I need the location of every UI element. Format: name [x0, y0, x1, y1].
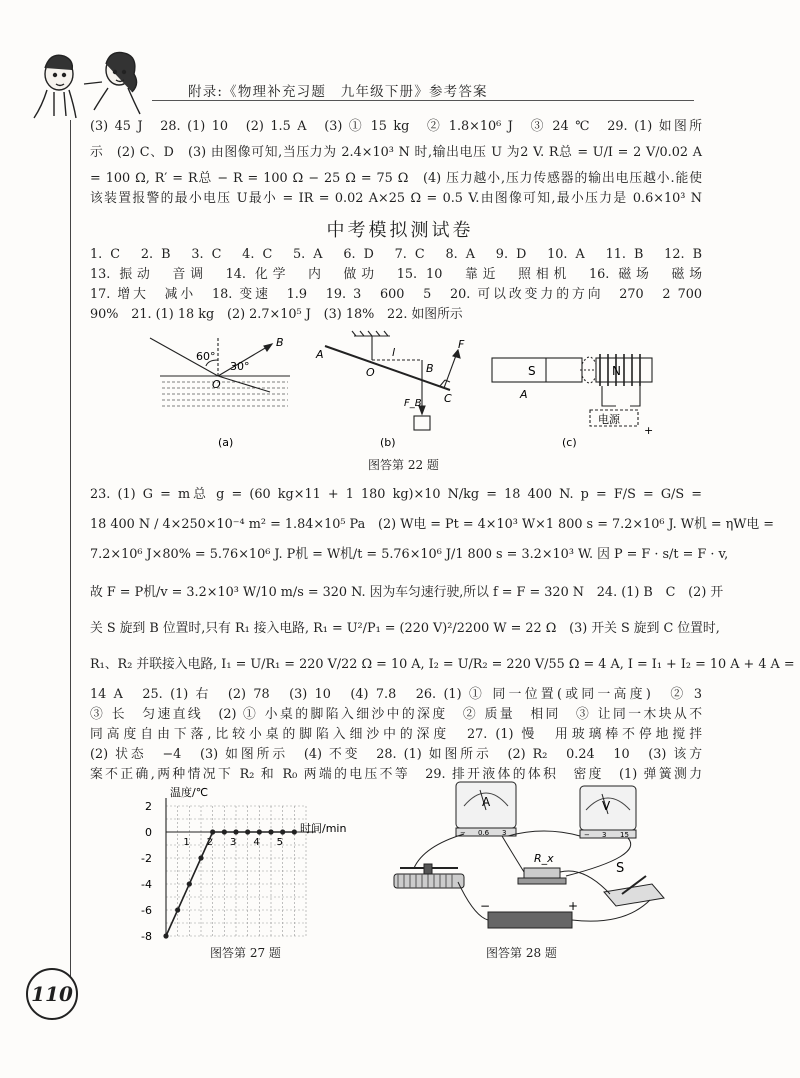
data-point: [187, 881, 192, 886]
answer-line: 1. C 2. B 3. C 4. C 5. A 6. D 7. C 8. A 9. D 10. A 11. B 12. B: [90, 247, 702, 262]
angle-30-label: 30°: [230, 360, 250, 373]
header-illustration: [14, 44, 164, 124]
answer-line: 23. (1) G = m总 g = (60 kg×11 + 1 180 kg)×10 N/kg = 18 400 N. p = F/S = G/S =: [90, 487, 702, 502]
voltmeter-terminal: −: [584, 831, 590, 839]
switch-s-label: S: [616, 861, 625, 876]
fig22-caption: 图答第 22 题: [368, 458, 439, 472]
figure-28-circuit: [384, 776, 684, 942]
x-axis-label: 时间/min: [300, 822, 347, 835]
battery-plus-label: +: [568, 899, 579, 913]
fig22c-magnet: [492, 354, 652, 426]
data-point: [175, 907, 180, 912]
answer-line: ③ 长 匀速直线 (2) ① 小桌的脚陷入细沙中的深度 ② 质量 相同 ③ 让同一木块从不: [90, 707, 702, 722]
point-c-label: C: [444, 392, 452, 405]
fig22a-reflection: [150, 336, 290, 406]
ammeter-terminal: −: [460, 829, 466, 837]
data-point: [257, 829, 262, 834]
header-rule: [152, 100, 694, 101]
y-tick-label: -6: [141, 904, 152, 917]
y-tick-label: -2: [141, 852, 152, 865]
voltmeter-label: V: [602, 799, 611, 813]
y-tick-label: -4: [141, 878, 152, 891]
y-axis-label: 温度/℃: [170, 786, 209, 799]
x-tick-label: 4: [253, 837, 260, 848]
data-point: [280, 829, 285, 834]
force-f-label: F: [458, 338, 465, 351]
y-tick-label: -8: [141, 930, 152, 943]
data-point: [268, 829, 273, 834]
caption-b: (b): [380, 436, 396, 449]
x-tick-label: 2: [206, 837, 214, 848]
fig28-caption: 图答第 28 题: [486, 946, 557, 960]
page-header-title: 附录:《物理补充习题 九年级下册》参考答案: [188, 84, 488, 100]
ray-b-label: B: [276, 336, 284, 349]
power-supply-label: 电源: [598, 413, 620, 426]
data-point: [210, 829, 215, 834]
ammeter-terminal: 0.6: [478, 829, 490, 837]
answer-line: (3) 45 J 28. (1) 10 (2) 1.5 A (3) ① 15 kg ② 1.8×10⁶ J ③ 24 ℃ 29. (1) 如图所: [90, 119, 702, 134]
voltmeter-terminal: 3: [602, 831, 607, 839]
point-a-label: A: [316, 348, 324, 361]
data-point: [222, 829, 227, 834]
answer-line: 故 F = P机/v = 3.2×10³ W/10 m/s = 320 N. 因为车匀速行驶,所以 f = F = 320 N 24. (1) B C (2) 开: [90, 585, 724, 600]
x-tick-label: 3: [230, 837, 237, 848]
answer-line: (2) 状态 −4 (3) 如图所示 (4) 不变 28. (1) 如图所示 (2) R₂ 0.24 10 (3) 该方: [90, 747, 702, 762]
page-number: 110: [26, 968, 78, 1020]
point-b-label: B: [426, 362, 434, 375]
point-o-label: O: [212, 378, 221, 391]
power-plus-label: +: [644, 424, 654, 437]
voltmeter-terminal: 15: [620, 831, 629, 839]
answer-line: 90% 21. (1) 18 kg (2) 2.7×10⁵ J (3) 18% 22. 如图所示: [90, 307, 463, 322]
data-point: [233, 829, 238, 834]
answer-line: 该装置报警的最小电压 U最小 = IR = 0.02 A×25 Ω = 0.5 V.由图像可知,最小压力是 0.6×10³ N: [90, 191, 702, 206]
angle-60-label: 60°: [196, 350, 216, 363]
margin-rule: [70, 120, 71, 980]
x-tick-label: 5: [276, 837, 284, 848]
y-tick-label: 0: [145, 826, 152, 839]
fig27-caption: 图答第 27 题: [210, 946, 281, 960]
coil-n-label: N: [612, 364, 621, 378]
force-fb-label: F_B: [404, 398, 422, 409]
answer-line: 17. 增大 减小 18. 变速 1.9 19. 3 600 5 20. 可以改变力的方向 270 2 700: [90, 287, 702, 302]
pivot-o-label: O: [366, 366, 375, 379]
data-point: [163, 933, 168, 938]
y-tick-label: 2: [145, 800, 152, 813]
caption-a: (a): [218, 436, 234, 449]
x-tick-label: 1: [183, 837, 190, 848]
data-point: [245, 829, 250, 834]
figure-27-chart: [118, 786, 368, 946]
arm-l-label: l: [392, 346, 396, 359]
answer-line: 关 S 旋到 B 位置时,只有 R₁ 接入电路, R₁ = U²/P₁ = (220 V)²/2200 W = 22 Ω (3) 开关 S 旋到 C 位置时,: [90, 621, 720, 636]
answer-line: 案不正确,两种情况下 R₂ 和 R₀ 两端的电压不等 29. 排开液体的体积 密度 (1) 弹簧测力: [90, 767, 702, 782]
answer-line: 示 (2) C、D (3) 由图像可知,当压力为 2.4×10³ N 时,输出电压 U 为2 V. R总 = U/I = 2 V/0.02 A: [90, 145, 702, 160]
answer-line: 13. 振动 音调 14. 化学 内 做功 15. 10 靠近 照相机 16. 磁场 磁场: [90, 267, 702, 282]
answer-line: = 100 Ω, R′ = R总 − R = 100 Ω − 25 Ω = 75 Ω (4) 压力越小,压力传感器的输出电压越小.能使: [90, 171, 702, 186]
resistor-rx-label: R_x: [534, 852, 554, 865]
ammeter-terminal: 3: [502, 829, 507, 837]
answer-line: R₁、R₂ 并联接入电路, I₁ = U/R₁ = 220 V/22 Ω = 10 A, I₂ = U/R₂ = 220 V/55 Ω = 4 A, I = I₁ + I₂ = 10 A + 4 A =: [90, 657, 795, 672]
data-point: [198, 855, 203, 860]
section-title: 中考模拟测试卷: [326, 220, 474, 241]
magnet-a-label: A: [520, 388, 528, 401]
figure-22: [140, 330, 670, 460]
battery-minus-label: −: [480, 899, 491, 913]
answer-line: 同高度自由下落,比较小桌的脚陷入细沙中的深度 27. (1) 慢 用玻璃棒不停地搅拌: [90, 727, 702, 742]
answer-line: 18 400 N / 4×250×10⁻⁴ m² = 1.84×10⁵ Pa (2) W电 = Pt = 4×10³ W×1 800 s = 7.2×10⁶ J. W机 = ηW电 =: [90, 517, 775, 532]
caption-c: (c): [562, 436, 577, 449]
ammeter-label: A: [482, 795, 491, 809]
magnet-s-label: S: [528, 364, 536, 378]
answer-line: 14 A 25. (1) 右 (2) 78 (3) 10 (4) 7.8 26. (1) ① 同一位置(或同一高度) ② 3: [90, 687, 702, 702]
answer-line: 7.2×10⁶ J×80% = 5.76×10⁶ J. P机 = W机/t = 5.76×10⁶ J/1 800 s = 3.2×10³ W. 因 P = F · s/t = F · v,: [90, 547, 729, 562]
data-point: [292, 829, 297, 834]
